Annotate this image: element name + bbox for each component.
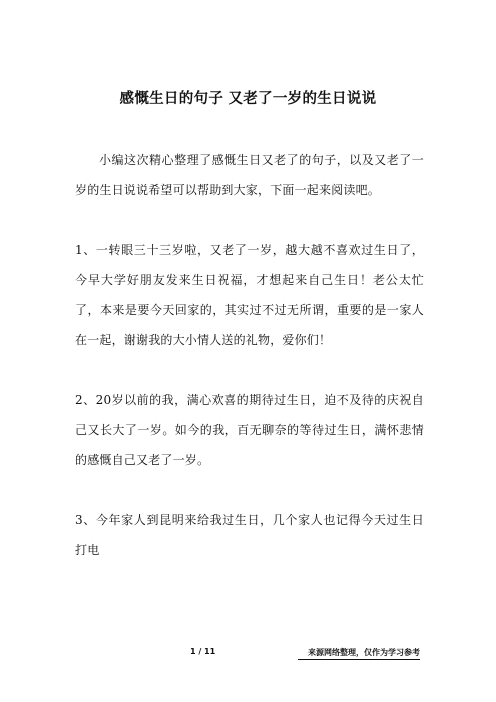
document-body bbox=[75, 145, 424, 565]
page-footer bbox=[0, 645, 496, 659]
page-number: 1 / 11 bbox=[190, 647, 216, 656]
paragraph-2: 2、20岁以前的我，满心欢喜的期待过生日，迫不及待的庆祝自己又长大了一岁。如今的我，百无聊奈的等待过生日，满怀悲情的感慨自己又老了一岁。 bbox=[75, 393, 424, 467]
paragraph-1: 1、一转眼三十三岁啦，又老了一岁，越大越不喜欢过生日了，今早大学好朋友发来生日祝福，才想起来自己生日！老公太忙了，本来是要今天回家的，其实过不过无所谓，重要的是一家人在一起，谢谢我的大小情人送的礼物，爱你们！ bbox=[75, 243, 424, 347]
intro-paragraph: 小编这次精心整理了感慨生日又老了的句子，以及又老了一岁的生日说说希望可以帮助到大家，下面一起来阅读吧。 bbox=[75, 153, 424, 197]
paragraph-spacer bbox=[75, 205, 424, 235]
paragraph-spacer bbox=[75, 355, 424, 385]
paragraph-spacer bbox=[75, 475, 424, 505]
document-title: 感慨生日的句子 又老了一岁的生日说说 bbox=[119, 91, 377, 107]
paragraph-3: 3、今年家人到昆明来给我过生日，几个家人也记得今天过生日打电 bbox=[75, 513, 424, 557]
footer-note: 来源网络整理，仅作为学习参考 bbox=[298, 647, 420, 660]
